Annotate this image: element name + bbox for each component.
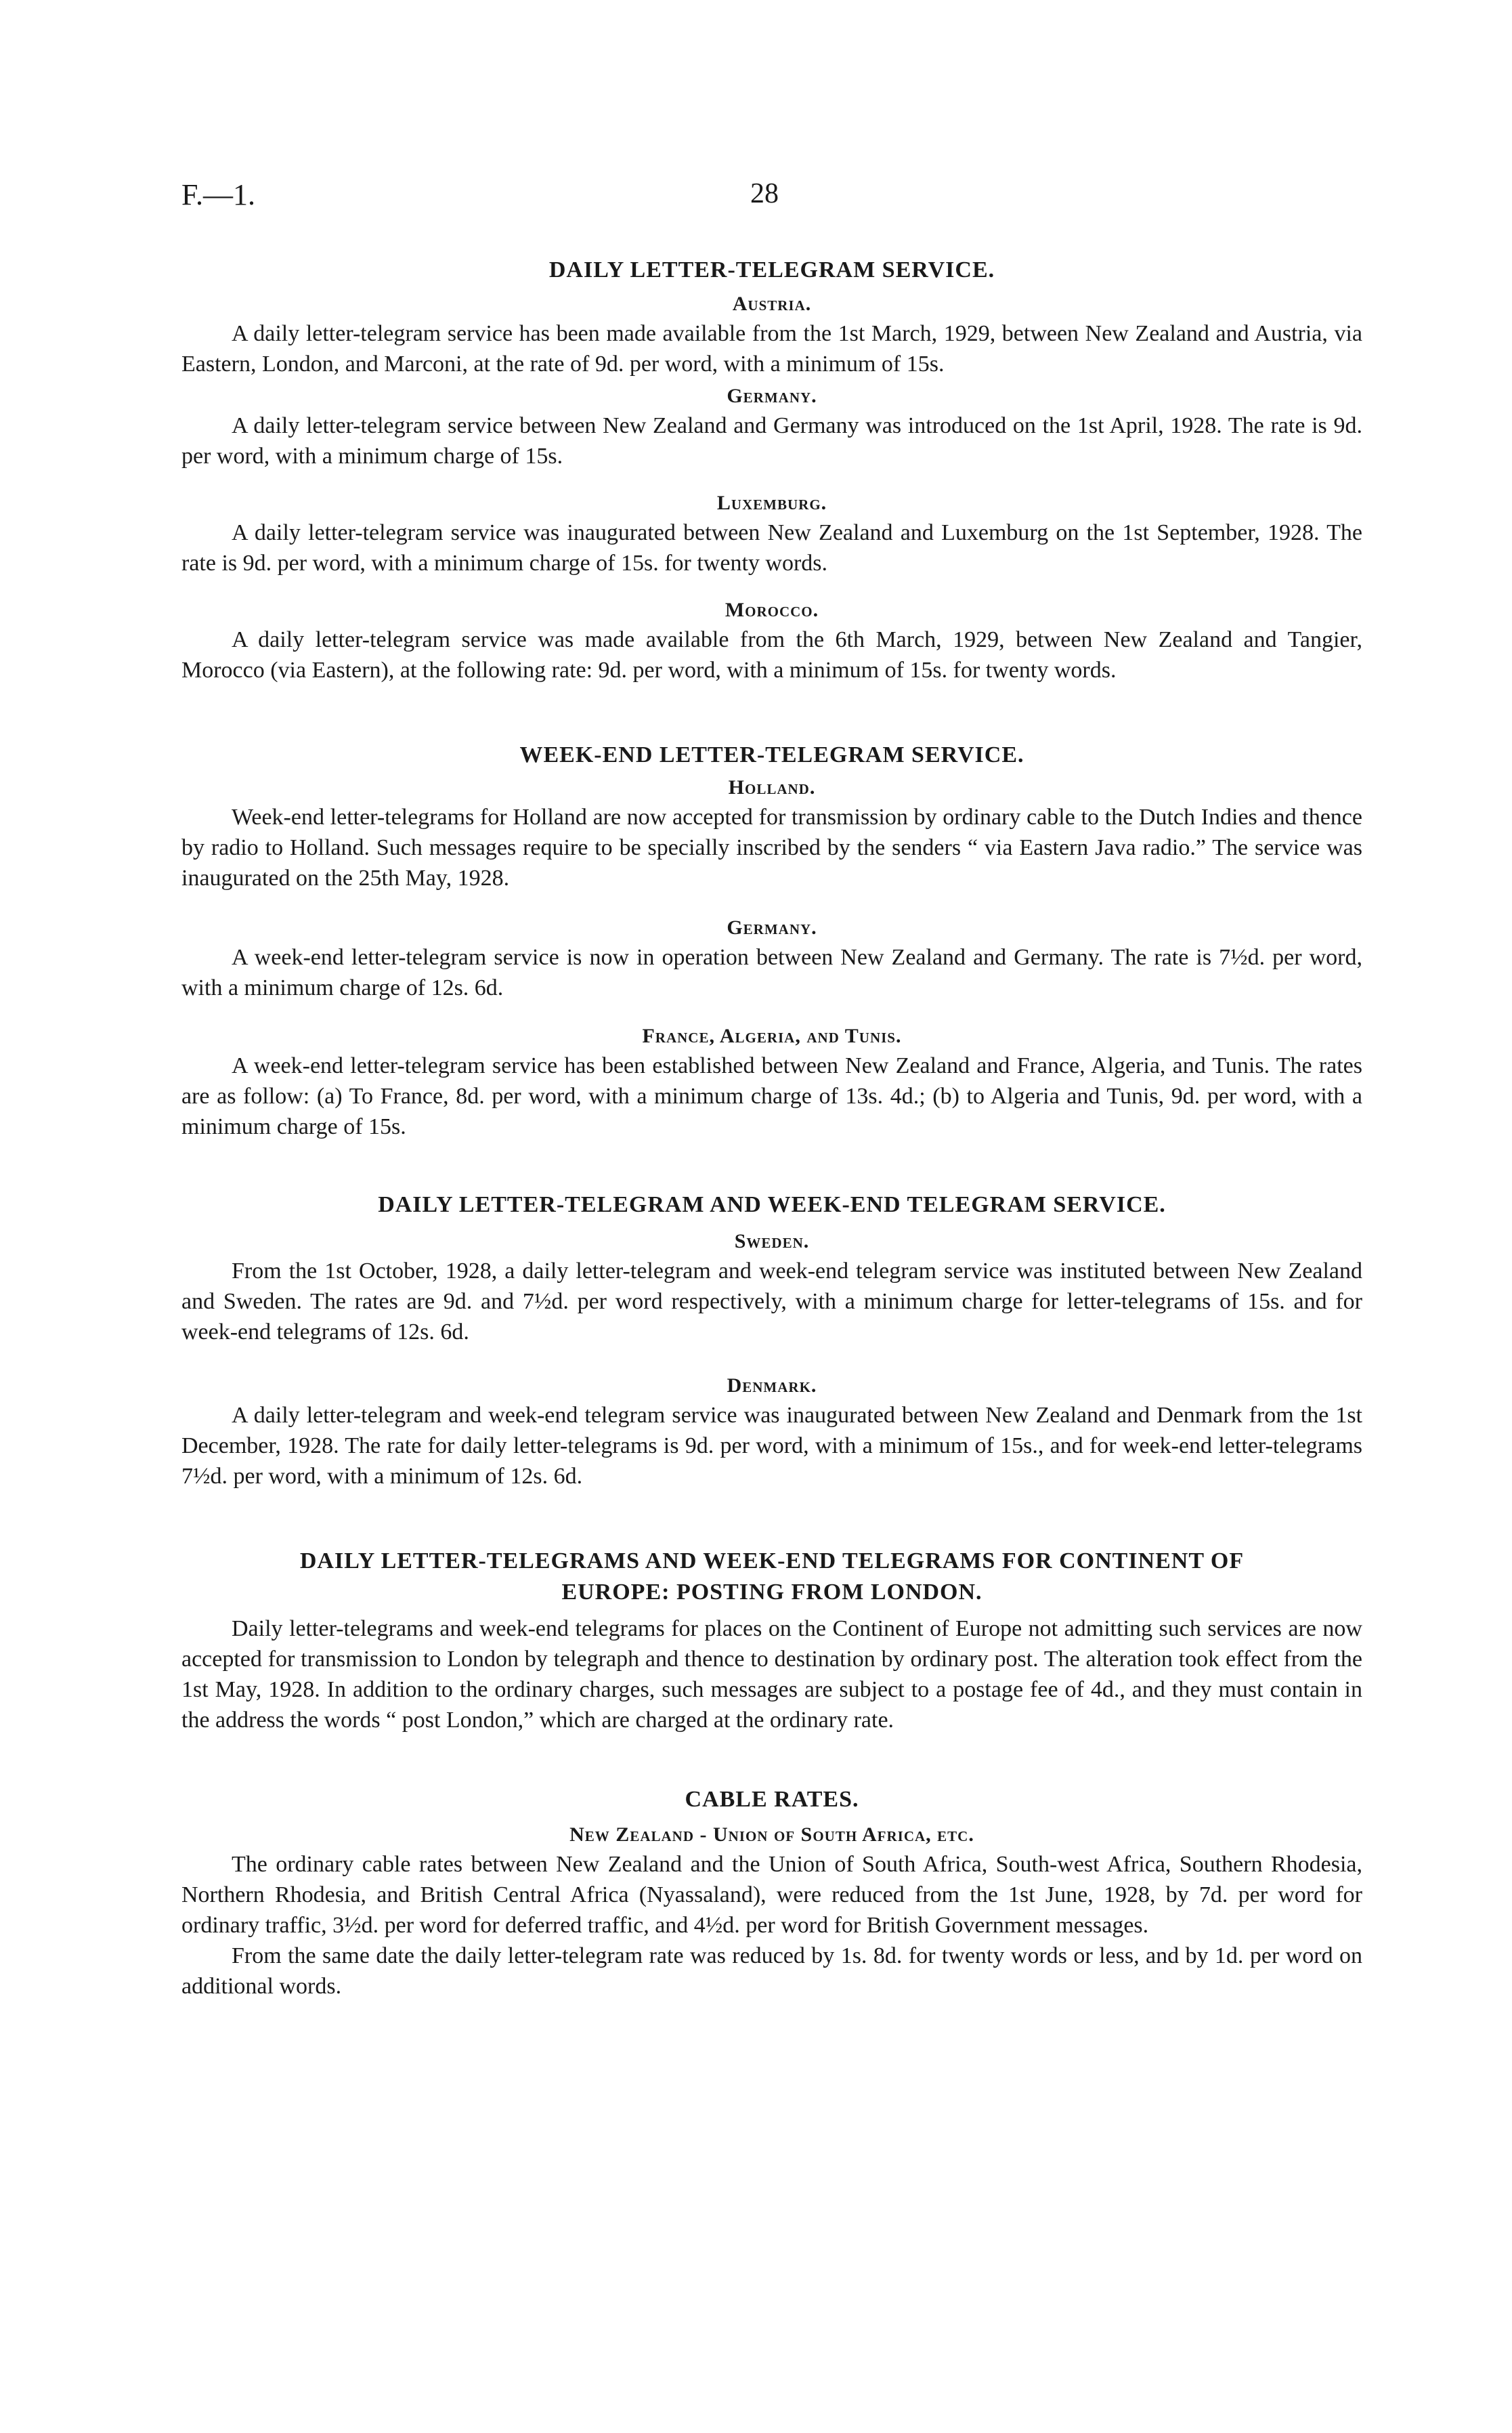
- paragraph-continent: Daily letter-telegrams and week-end telegrams for places on the Continent of Europe not admitting such services are now accepted for transmission to London by telegraph and thence to destination by ordinary post. The alteration took effect from the 1st May, 1928. In addition to the ordinary charges, such messages are subject to a postage fee of 4d., and they must contain in the address the words “ post London,” which are charged at the ordinary rate.: [181, 1616, 1362, 1733]
- subheading-sweden: Sweden.: [734, 1230, 810, 1252]
- section-title-continent-line1: DAILY LETTER-TELEGRAMS AND WEEK-END TELEGRAMS FOR CONTINENT OF: [299, 1548, 1245, 1573]
- subheading-germany-weekend: Germany.: [727, 916, 817, 939]
- subheading-germany: Germany.: [727, 385, 817, 407]
- paragraph-austria: A daily letter-telegram service has been made available from the 1st March, 1929, between New Zealand and Austria, via Eastern, London, and Marconi, at the rate of 9d. per word, with a minimum of 15s.: [181, 321, 1362, 377]
- document-reference: F.—1.: [181, 178, 255, 211]
- subheading-south-africa: New Zealand - Union of South Africa, etc.: [569, 1823, 974, 1846]
- paragraph-holland: Week-end letter-telegrams for Holland are now accepted for transmission by ordinary cable to the Dutch Indies and thence by radio to Holland. Such messages require to be specially inscribed by the senders “ via Eastern Java radio.” The service was inaugurated on the 25th May, 1928.: [181, 805, 1362, 891]
- section-title-cable-rates: CABLE RATES.: [685, 1787, 859, 1812]
- section-title-daily-weekend: DAILY LETTER-TELEGRAM AND WEEK-END TELEGRAM SERVICE.: [378, 1192, 1166, 1217]
- paragraph-luxemburg: A daily letter-telegram service was inaugurated between New Zealand and Luxemburg on the 1st September, 1928. The rate is 9d. per word, with a minimum charge of 15s. for twenty words.: [181, 520, 1362, 576]
- subheading-france: France, Algeria, and Tunis.: [642, 1025, 902, 1047]
- subheading-denmark: Denmark.: [727, 1374, 817, 1397]
- paragraph-germany-weekend: A week-end letter-telegram service is now in operation between New Zealand and Germany. The rate is 7½d. per word, with a minimum charge of 12s. 6d.: [181, 945, 1362, 1000]
- page-number: 28: [750, 178, 779, 209]
- subheading-luxemburg: Luxemburg.: [716, 492, 827, 514]
- paragraph-denmark: A daily letter-telegram and week-end telegram service was inaugurated between New Zealand and Denmark from the 1st December, 1928. The rate for daily letter-telegrams is 9d. per word, with a minimum of 15s., and for week-end letter-telegrams 7½d. per word, with a minimum of 12s. 6d.: [181, 1403, 1362, 1489]
- section-title-weekend: WEEK-END LETTER-TELEGRAM SERVICE.: [519, 742, 1024, 767]
- subheading-austria: Austria.: [732, 293, 812, 315]
- paragraph-morocco: A daily letter-telegram service was made available from the 6th March, 1929, between New Zealand and Tangier, Morocco (via Eastern), at the following rate: 9d. per word, with a minimum of 15s. for twenty words.: [181, 627, 1362, 683]
- paragraph-sweden: From the 1st October, 1928, a daily letter-telegram and week-end telegram service was instituted between New Zealand and Sweden. The rates are 9d. and 7½d. per word respectively, with a minimum charge for letter-telegrams of 15s. and for week-end telegrams of 12s. 6d.: [181, 1258, 1362, 1345]
- subheading-morocco: Morocco.: [725, 599, 819, 621]
- paragraph-cable-rates-1: The ordinary cable rates between New Zealand and the Union of South Africa, South-west Africa, Southern Rhodesia, Northern Rhodesia, and British Central Africa (Nyassaland), were reduced from the 1st June, 1928, by 7d. per word for ordinary traffic, 3½d. per word for deferred traffic, and 4½d. per word for British Government messages.: [181, 1852, 1362, 1938]
- page-content: [181, 255, 1362, 2002]
- subheading-holland: Holland.: [728, 776, 816, 799]
- paragraph-cable-rates-2: From the same date the daily letter-telegram rate was reduced by 1s. 8d. for twenty words or less, and by 1d. per word on additional words.: [181, 1943, 1362, 1999]
- paragraph-france: A week-end letter-telegram service has been established between New Zealand and France, Algeria, and Tunis. The rates are as follow: (a) To France, 8d. per word, with a minimum charge of 13s. 4d.; (b) to Algeria and Tunis, 9d. per word, with a minimum charge of 15s.: [181, 1053, 1362, 1139]
- section-title-continent-line2: EUROPE: POSTING FROM LONDON.: [561, 1580, 982, 1605]
- section-title-daily: DAILY LETTER-TELEGRAM SERVICE.: [548, 257, 995, 282]
- paragraph-germany: A daily letter-telegram service between New Zealand and Germany was introduced on the 1st April, 1928. The rate is 9d. per word, with a minimum charge of 15s.: [181, 413, 1362, 469]
